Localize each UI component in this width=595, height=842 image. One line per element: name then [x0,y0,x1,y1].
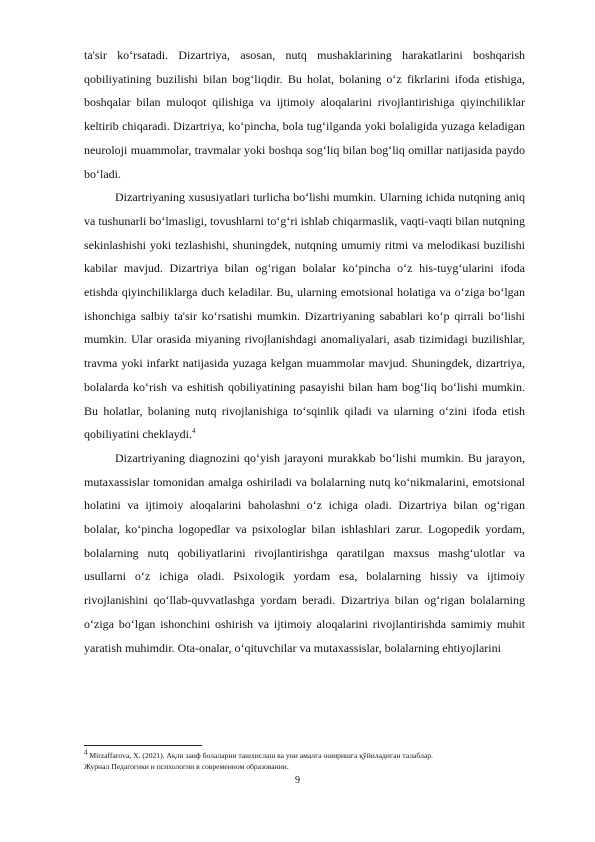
footnote-reference[interactable]: 4 [191,427,196,436]
footnote-line-2: Журнал Педагогики и психологии в современном образовании. [84,762,289,771]
paragraph-2: Dizartriyaning xususiyatlari turlicha bo‘lishi mumkin. Ularning ichida nutqning aniq va tushunarli bo‘lmasligi, tovushlarni to‘g‘ri ishlab chiqarmaslik, vaqti-vaqti bilan nutqning sekinlashishi yoki tezlashishi, shuningdek, nutqning umumiy ritmi va melodikasi buzilishi kabilar mavjud. Dizartriya bilan og‘rigan bolalar ko‘pincha o‘z his-tuyg‘ularini ifoda etishda qiyinchiliklarga duch keladilar. Bu, ularning emotsional holatiga va o‘ziga bo‘lgan ishonchiga salbiy ta'sir ko‘rsatishi mumkin. Dizartriyaning sabablari ko‘p qirrali bo‘lishi mumkin. Ular orasida miyaning rivojlanishdagi anomaliyalari, asab tizimidagi buzilishlar, travma yoki infarkt natijasida yuzaga kelgan muammolar mavjud. Shuningdek, dizartriya, bolalarda ko‘rish va eshitish qobiliyatining pasayishi bilan ham bog‘liq bo‘lishi mumkin. Bu holatlar, bolaning nutq rivojlanishiga to‘sqinlik qiladi va ularning o‘zini ifoda etish qobiliyatini cheklaydi.$^4$ [84,190,525,442]
footnote [84,750,544,772]
footnote-separator [84,745,202,746]
page-number: 9 [295,775,300,786]
body-text [84,44,525,660]
paragraph-1: ta'sir ko‘rsatadi. Dizartriya, asosan, nutq mushaklarining harakatlarini boshqarish qobiliyatining buzilishi bilan bog‘liqdir. Bu holat, bolaning o‘z fikrlarini ifoda etishiga, boshqalar bilan muloqot qilishiga va ijtimoiy aloqalarini rivojlantirishiga qiyinchiliklar keltirib chiqaradi. Dizartriya, ko‘pincha, bola tug‘ilganda yoki bolaligida yuzaga keladigan neuroloji muammolar, travmalar yoki boshqa sog‘liq bilan bog‘liq omillar natijasida paydo bo‘ladi. [84,48,525,181]
paragraph-3: Dizartriyaning diagnozini qo‘yish jarayoni murakkab bo‘lishi mumkin. Bu jarayon, mutaxassislar tomonidan amalga oshiriladi va bolalarning nutq ko‘nikmalarini, emotsional holatini va ijtimoiy aloqalarini baholashni o‘z ichiga oladi. Dizartriya bilan og‘rigan bolalar, ko‘pincha logopedlar va psixologlar bilan ishlashlari zarur. Logopedik yordam, bolalarning nutq qobiliyatlarini rivojlantirishga qaratilgan maxsus mashg‘ulotlar va usullarni o‘z ichiga oladi. Psixologik yordam esa, bolalarning hissiy va ijtimoiy rivojlanishini qo‘llab-quvvatlashga yordam beradi. Dizartriya bilan og‘rigan bolalarning o‘ziga bo‘lgan ishonchini oshirish va ijtimoiy aloqalarini rivojlantirishda samimiy muhit yaratish muhimdir. Ota-onalar, o‘qituvchilar va mutaxassislar, bolalarning ehtiyojlarini [84,450,525,655]
footnote-line-1: $^4$ Mirzaffarova, X. (2021). Ақли заиф болаларни ташхислаш ва уни амалга оширишга қўйиладиган талаблар. [84,748,433,760]
footnote-number: 4 [84,748,88,757]
